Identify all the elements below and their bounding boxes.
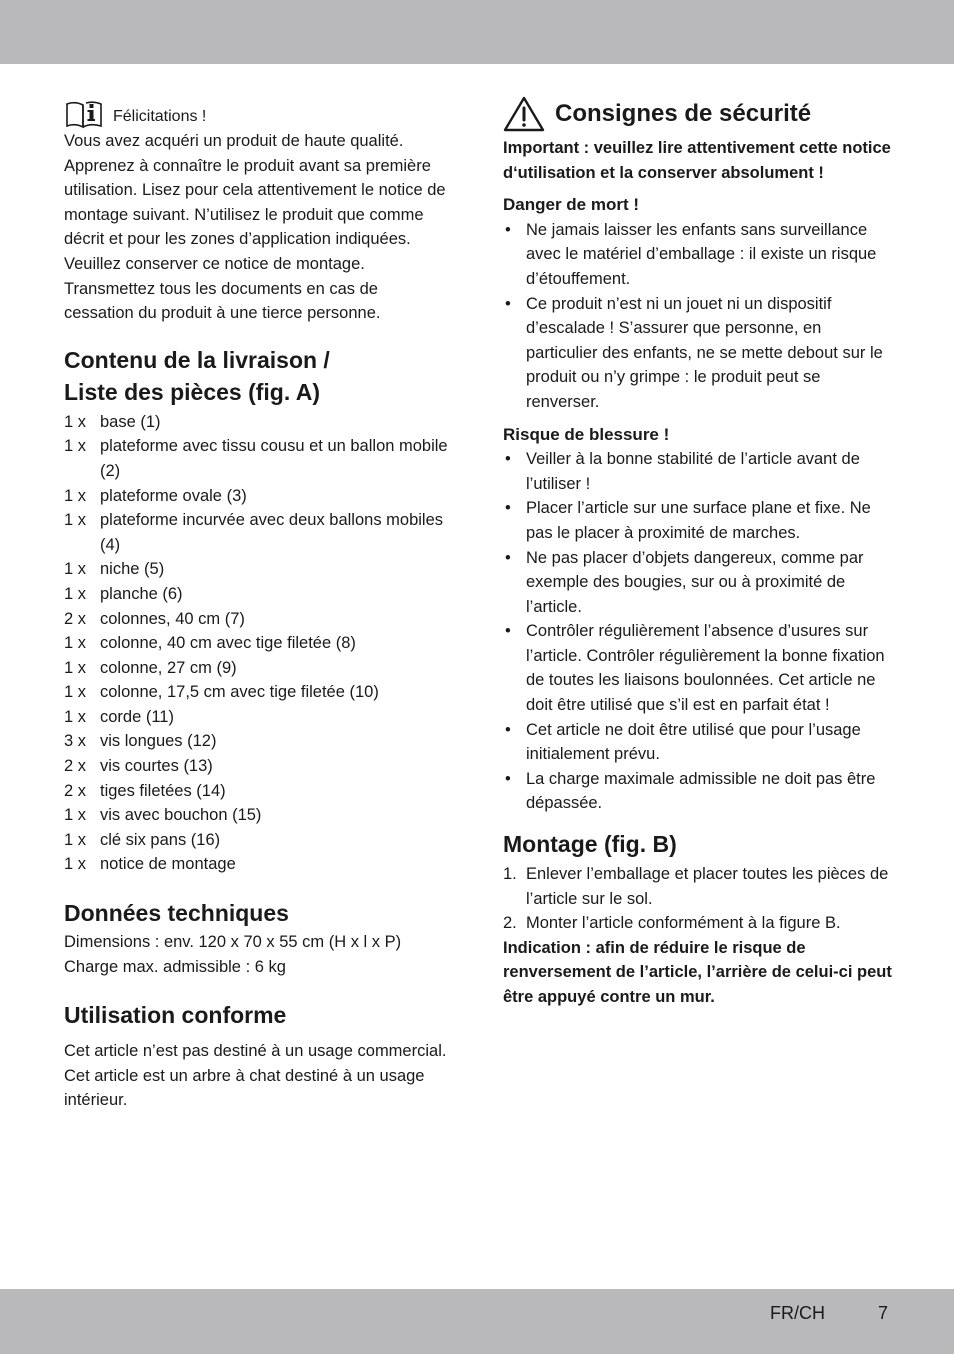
parts-list-item [64, 656, 450, 681]
part-quantity: 1 x [64, 584, 87, 603]
contents-heading [64, 344, 450, 408]
bullet-marker: • [505, 499, 511, 518]
part-quantity: 1 x [64, 437, 87, 456]
footer-language: FR/CH [770, 1303, 825, 1323]
parts-list-item [64, 631, 450, 656]
part-name: corde (11) [100, 707, 174, 726]
bullet-item [503, 496, 893, 545]
contents-heading-line2: Liste des pièces (fig. A) [64, 378, 321, 405]
header-band [0, 0, 954, 64]
parts-list-item [64, 705, 450, 730]
bullet-item [503, 218, 893, 292]
bullet-text: La charge maximale admissible ne doit pas être dépassée. [526, 769, 876, 813]
parts-list-item [64, 729, 450, 754]
parts-list-item [64, 410, 450, 435]
step-number: 1. [503, 865, 517, 884]
parts-list-item [64, 680, 450, 705]
parts-list-item [64, 754, 450, 779]
right-column [503, 96, 893, 1010]
safety-heading: Consignes de sécurité [555, 100, 812, 127]
montage-step [503, 862, 893, 911]
tech-heading: Données techniques [64, 900, 289, 927]
part-name: colonne, 40 cm avec tige filetée (8) [100, 634, 356, 653]
left-column [64, 96, 450, 1113]
part-quantity: 1 x [64, 511, 87, 530]
part-name: plateforme avec tissu cousu et un ballon mobile (2) [100, 437, 448, 480]
congrats-row [64, 96, 450, 129]
parts-list-item [64, 828, 450, 853]
congrats-label: Félicitations ! [113, 108, 207, 125]
montage-note: Indication : afin de réduire le risque de renversement de l’article, l’arrière de celui-ci peut être appuyé contre un mur. [503, 938, 892, 1006]
montage-heading: Montage (fig. B) [503, 831, 677, 858]
intro-paragraph: Vous avez acquéri un produit de haute qualité. Apprenez à connaître le produit avant sa première utilisation. Lisez pour cela attentivement le notice de montage suivant. N’utilisez le produit que comme décrit et pour les zones d’application indiquées. Veuillez conserver ce notice de montage. Transmettez tous les documents en cas de cessation du produit à une tierce personne. [64, 132, 446, 323]
parts-list-item [64, 484, 450, 509]
part-name: niche (5) [100, 560, 165, 579]
bullet-text: Ne jamais laisser les enfants sans surveillance avec le matériel d’emballage : il existe un risque d’étouffement. [526, 220, 877, 288]
part-quantity: 1 x [64, 806, 87, 825]
danger-list [503, 218, 893, 415]
safety-important: Important : veuillez lire attentivement cette notice d‘utilisation et la conserver absolument ! [503, 139, 891, 182]
info-book-icon [65, 99, 103, 129]
step-text: Enlever l’emballage et placer toutes les pièces de l’article sur le sol. [526, 865, 889, 908]
part-name: vis longues (12) [100, 732, 217, 751]
part-name: colonnes, 40 cm (7) [100, 609, 245, 628]
part-quantity: 1 x [64, 486, 87, 505]
usage-paragraph: Cet article n’est pas destiné à un usage commercial. Cet article est un arbre à chat destiné à un usage intérieur. [64, 1042, 447, 1110]
part-name: colonne, 17,5 cm avec tige filetée (10) [100, 683, 379, 702]
step-text: Monter l’article conformément à la figure B. [526, 914, 841, 933]
bullet-item [503, 292, 893, 415]
bullet-text: Contrôler régulièrement l’absence d’usures sur l’article. Contrôler régulièrement la bonne fixation de toutes les liaisons boulonnées. Cet article ne doit être utilisé que s’il est en parfait état ! [526, 622, 885, 715]
warning-triangle-icon [503, 96, 545, 132]
parts-list-item [64, 607, 450, 632]
part-name: tiges filetées (14) [100, 781, 226, 800]
bullet-item [503, 767, 893, 816]
part-name: notice de montage [100, 855, 236, 874]
bullet-marker: • [505, 220, 511, 239]
parts-list-item [64, 508, 450, 557]
parts-list-item [64, 779, 450, 804]
part-quantity: 1 x [64, 560, 87, 579]
page-number: 7 [878, 1303, 889, 1323]
part-name: plateforme ovale (3) [100, 486, 247, 505]
part-name: colonne, 27 cm (9) [100, 658, 237, 677]
bullet-text: Ne pas placer d’objets dangereux, comme par exemple des bougies, sur ou à proximité de l’article. [526, 548, 864, 616]
part-name: clé six pans (16) [100, 830, 221, 849]
bullet-item [503, 546, 893, 620]
parts-list [64, 410, 450, 877]
tech-dimensions: Dimensions : env. 120 x 70 x 55 cm (H x l x P) [64, 933, 402, 952]
part-name: plateforme incurvée avec deux ballons mobiles (4) [100, 511, 444, 554]
bullet-text: Veiller à la bonne stabilité de l’article avant de l’utiliser ! [526, 450, 860, 493]
bullet-marker: • [505, 450, 511, 469]
usage-heading: Utilisation conforme [64, 1002, 287, 1029]
contents-heading-line1: Contenu de la livraison / [64, 346, 330, 373]
part-quantity: 1 x [64, 658, 87, 677]
part-name: planche (6) [100, 584, 183, 603]
injury-heading: Risque de blessure ! [503, 424, 670, 444]
parts-list-item [64, 803, 450, 828]
part-quantity: 1 x [64, 634, 87, 653]
part-quantity: 2 x [64, 757, 87, 776]
bullet-marker: • [505, 720, 511, 739]
part-quantity: 3 x [64, 732, 87, 751]
part-quantity: 2 x [64, 609, 87, 628]
part-quantity: 1 x [64, 855, 87, 874]
bullet-item [503, 619, 893, 717]
bullet-item [503, 718, 893, 767]
part-quantity: 1 x [64, 707, 87, 726]
tech-load: Charge max. admissible : 6 kg [64, 957, 286, 976]
part-name: vis avec bouchon (15) [100, 806, 262, 825]
danger-heading: Danger de mort ! [503, 195, 640, 215]
montage-step [503, 911, 893, 936]
step-number: 2. [503, 914, 517, 933]
part-name: vis courtes (13) [100, 757, 213, 776]
bullet-text: Cet article ne doit être utilisé que pour l’usage initialement prévu. [526, 720, 861, 764]
bullet-item [503, 447, 893, 496]
bullet-marker: • [505, 548, 511, 567]
bullet-marker: • [505, 294, 511, 313]
safety-title-row [503, 96, 893, 132]
parts-list-item [64, 582, 450, 607]
bullet-marker: • [505, 622, 511, 641]
injury-list [503, 447, 893, 816]
part-name: base (1) [100, 412, 161, 431]
bullet-marker: • [505, 769, 511, 788]
parts-list-item [64, 557, 450, 582]
montage-steps [503, 862, 893, 936]
part-quantity: 2 x [64, 781, 87, 800]
part-quantity: 1 x [64, 412, 87, 431]
part-quantity: 1 x [64, 830, 87, 849]
part-quantity: 1 x [64, 683, 87, 702]
bullet-text: Placer l’article sur une surface plane et fixe. Ne pas le placer à proximité de marches. [526, 499, 871, 542]
parts-list-item [64, 852, 450, 877]
bullet-text: Ce produit n’est ni un jouet ni un dispositif d’escalade ! S’assurer que personne, en particulier des enfants, ne se mette debout sur le produit ou n’y grimpe : le produit peut se renverser. [526, 294, 883, 411]
parts-list-item [64, 434, 450, 483]
